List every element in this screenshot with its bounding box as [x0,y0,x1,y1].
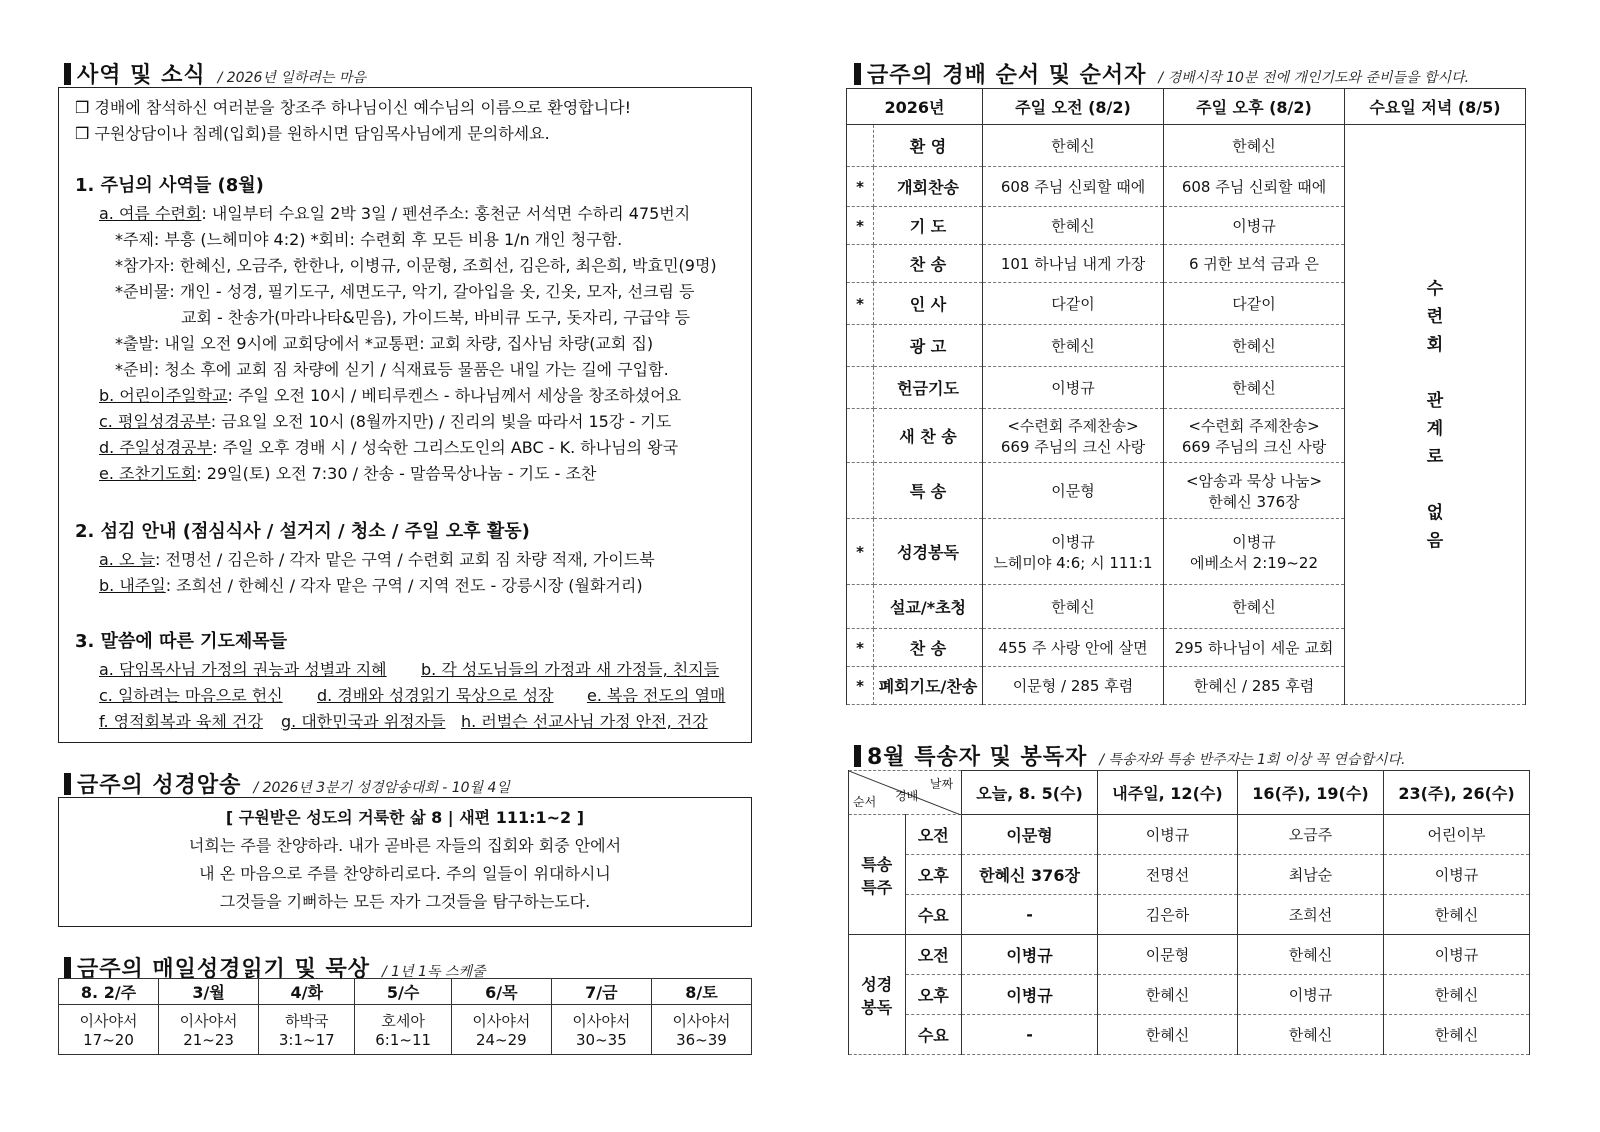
duty-group-label [849,815,906,935]
wednesday-note [1345,125,1526,705]
duty-subtitle: / 특송자와 특송 반주자는 1회 이상 꼭 연습합시다. [1099,752,1406,768]
s1-e [99,464,596,484]
reading-day: 6/목 [451,979,551,1005]
duty-cell: 한혜신 [1383,1015,1529,1055]
prayer-e: e. 복음 전도의 열매 [587,686,726,705]
order-title: 금주의 경배 순서 및 순서자 [867,63,1147,88]
news-title: 사역 및 소식 [77,63,206,88]
corner-order-label: 순서 [853,795,877,809]
s1-b-text: : 주일 오전 10시 / 베티루켄스 - 하나님께서 세상을 창조하셨어요 [227,386,682,405]
s1-b [99,386,681,406]
prayer-c: c. 일하려는 마음으로 헌신 [99,686,283,705]
reading-book: 이사야서 [572,1012,631,1030]
wednesday-note-char: 수 [1426,278,1444,299]
order-pm: 295 하나님이 세운 교회 [1164,629,1345,667]
checkbox-icon: ❒ [75,124,95,143]
order-row [847,125,1526,167]
order-pm: 608 주님 신뢰할 때에 [1164,167,1345,207]
order-am [983,409,1164,463]
corner-date-label: 날짜 [929,777,954,791]
reading-cell [259,1005,355,1055]
duty-cell: 이병규 [962,975,1098,1015]
order-pm: 6 귀한 보석 금과 은 [1164,245,1345,283]
order-label: 폐회기도/찬송 [874,667,983,705]
news-box [58,87,752,743]
reading-cell [551,1005,651,1055]
order-label: 광 고 [874,325,983,367]
memory-line-1: 너희는 주를 찬양하라. 내가 곧바른 자들의 집회와 회중 안에서 [188,836,622,855]
wednesday-note-char: 련 [1426,306,1444,327]
s1-a-prep2: 교회 - 찬송가(마라나타&믿음), 가이드북, 바비큐 도구, 돗자리, 구급약 등 [181,308,691,327]
prayer-f: f. 영적회복과 육체 건강 [99,712,263,731]
consult-text: 구원상담이나 침례(입회)를 원하시면 담임목사님에게 문의하세요. [94,124,550,143]
order-pm: 한혜신 [1164,367,1345,409]
duty-cell: 어린이부 [1383,815,1529,855]
duty-cell: 오금주 [1237,815,1383,855]
order-am: 이병규 [983,367,1164,409]
s2-a [99,550,655,570]
order-header-wednesday: 수요일 저녁 (8/5) [1345,89,1526,125]
prayer-b: b. 각 성도님들의 가정과 새 가정들, 친지들 [421,660,720,679]
duty-slot: 오후 [905,975,962,1015]
s1-a-depart: *출발: 내일 오전 9시에 교회당에서 *교통편: 교회 차량, 집사님 차량(교회 집) [115,334,654,353]
reading-cell [451,1005,551,1055]
order-star: * [847,629,874,667]
order-star [847,463,874,519]
section-bar-icon [64,957,71,979]
reading-book: 하박국 [285,1012,329,1030]
order-label: 인 사 [874,283,983,325]
worship-order-table [846,88,1526,705]
reading-day: 7/금 [551,979,651,1005]
order-pm: 한혜신 [1164,325,1345,367]
duty-group-label [849,935,906,1055]
memory-subtitle: / 2026년 3분기 성경암송대회 - 10월 4일 [253,780,510,796]
section-bar-icon [64,63,71,85]
s1-e-label: e. 조찬기도회 [99,464,197,483]
news-section-title [64,58,366,89]
order-star [847,125,874,167]
order-am: 한혜신 [983,125,1164,167]
s1-a-ready: *준비: 청소 후에 교회 짐 차량에 싣기 / 식재료등 물품은 내일 가는 길에 구입함. [115,360,669,379]
duty-cell: 한혜신 [1097,1015,1237,1055]
duty-table [848,770,1530,1055]
order-star: * [847,519,874,585]
reading-subtitle: / 1년 1독 스케줄 [382,964,486,980]
s1-c-text: : 금요일 오전 10시 (8월까지만) / 진리의 빛을 따라서 15강 - 기도 [210,412,672,431]
prayer-h: h. 러벌슨 선교사님 가정 안전, 건강 [461,712,708,731]
s1-c-label: c. 평일성경공부 [99,412,211,431]
order-pm [1164,519,1345,585]
reading-cell [59,1005,159,1055]
order-am: 이문형 / 285 후렴 [983,667,1164,705]
order-pm-line1: <암송과 묵상 나눔> [1185,471,1323,490]
reading-book: 이사야서 [179,1012,238,1030]
duty-cell: 최남순 [1237,855,1383,895]
duty-cell: 이문형 [1097,935,1237,975]
welcome-text: 경배에 참석하신 여러분을 창조주 하나님이신 예수님의 이름으로 환영합니다! [94,98,632,117]
duty-cell: 김은하 [1097,895,1237,935]
duty-cell: 한혜신 [1383,975,1529,1015]
duty-slot: 오후 [905,855,962,895]
order-am: 한혜신 [983,585,1164,629]
order-label: 성경봉독 [874,519,983,585]
duty-header: 내주일, 12(수) [1097,771,1237,815]
reading-chapter: 17~20 [83,1031,134,1049]
duty-row [849,815,1530,855]
duty-row [849,975,1530,1015]
order-star [847,325,874,367]
order-star [847,245,874,283]
order-am-line2: 느헤미야 4:6; 시 111:1 [993,553,1153,572]
order-label: 찬 송 [874,629,983,667]
wednesday-note-gap [1345,359,1525,387]
order-am: 455 주 사랑 안에 살면 [983,629,1164,667]
s1-a-label: a. 여름 수련회 [99,204,202,223]
reading-book: 이사야서 [672,1012,731,1030]
section-bar-icon [854,63,861,85]
duty-cell: 한혜신 [1383,895,1529,935]
reading-book: 호세아 [381,1012,425,1030]
duty-title: 8월 특송자 및 봉독자 [867,745,1088,770]
reading-day: 5/수 [355,979,451,1005]
order-subtitle: / 경배시작 10분 전에 개인기도와 준비들을 합시다. [1158,70,1470,86]
duty-cell: 이병규 [1237,975,1383,1015]
duty-slot: 수요 [905,895,962,935]
reading-cell [651,1005,751,1055]
reading-chapter: 21~23 [183,1031,234,1049]
reading-chapter: 30~35 [576,1031,627,1049]
duty-cell: 이병규 [1097,815,1237,855]
order-am: 한혜신 [983,325,1164,367]
wednesday-note-char: 관 [1426,390,1444,411]
order-pm: 다같이 [1164,283,1345,325]
reading-chapter: 36~39 [676,1031,727,1049]
order-header-sunday-am: 주일 오전 (8/2) [983,89,1164,125]
order-am: 101 하나님 내게 가장 [983,245,1164,283]
s3-title: 3. 말씀에 따른 기도제목들 [75,631,288,652]
order-label: 특 송 [874,463,983,519]
duty-slot: 오전 [905,815,962,855]
duty-group-name: 성경 [861,974,893,994]
s1-a-theme: *주제: 부흥 (느헤미야 4:2) *회비: 수련회 후 모든 비용 1/n 개인 청구함. [115,230,623,249]
wednesday-note-char: 로 [1426,446,1444,467]
duty-cell: - [962,895,1098,935]
reading-cell [159,1005,259,1055]
order-pm: 한혜신 / 285 후렴 [1164,667,1345,705]
order-section-title [854,58,1469,89]
order-pm [1164,409,1345,463]
order-label: 환 영 [874,125,983,167]
order-pm-line1: 이병규 [1232,532,1276,551]
order-star: * [847,167,874,207]
prayer-g: g. 대한민국과 위정자들 [281,712,446,731]
prayer-a: a. 담임목사님 가정의 권능과 성별과 지혜 [99,660,387,679]
checkbox-icon: ❒ [75,98,95,117]
wednesday-note-char: 음 [1426,530,1444,551]
duty-cell: 이문형 [962,815,1098,855]
order-pm-line1: <수련회 주제찬송> [1188,416,1320,435]
s2-b-text: : 조희선 / 한혜신 / 각자 맡은 구역 / 지역 전도 - 강릉시장 (월화거리) [165,576,643,595]
duty-slot: 수요 [905,1015,962,1055]
order-am: 한혜신 [983,207,1164,245]
reading-cell [355,1005,451,1055]
reading-chapter: 3:1~17 [278,1031,335,1049]
memory-line-2: 내 온 마음으로 주를 찬양하리로다. 주의 일들이 위대하시니 [199,864,611,883]
duty-cell: 이병규 [1383,855,1529,895]
duty-cell: - [962,1015,1098,1055]
order-header-sunday-pm: 주일 오후 (8/2) [1164,89,1345,125]
duty-cell: 조희선 [1237,895,1383,935]
order-star [847,367,874,409]
memory-box [58,797,752,927]
reading-day: 3/월 [159,979,259,1005]
order-star: * [847,667,874,705]
duty-slot: 오전 [905,935,962,975]
s2-b [99,576,643,596]
order-pm-line2: 669 주님의 크신 사랑 [1181,437,1327,456]
order-pm: 한혜신 [1164,125,1345,167]
duty-cell: 이병규 [962,935,1098,975]
reading-book: 이사야서 [472,1012,531,1030]
order-am-line2: 669 주님의 크신 사랑 [1000,437,1146,456]
order-pm-line2: 한혜신 376장 [1208,492,1300,511]
duty-cell: 이병규 [1383,935,1529,975]
news-subtitle: / 2026년 일하려는 마음 [217,70,366,86]
duty-cell: 한혜신 [1237,935,1383,975]
s1-a-people: *참가자: 한혜신, 오금주, 한한나, 이병규, 이문형, 조희선, 김은하, 최은희, 박효민(9명) [115,256,717,275]
memory-title: 금주의 성경암송 [77,773,242,798]
order-star: * [847,283,874,325]
reading-title: 금주의 매일성경읽기 및 묵상 [77,957,371,982]
order-header-year: 2026년 [847,89,983,125]
duty-cell: 한혜신 376장 [962,855,1098,895]
corner-worship-label: 경배 [895,789,919,803]
order-pm-line2: 에베소서 2:19~22 [1189,553,1319,572]
s1-a-prep1: *준비물: 개인 - 성경, 필기도구, 세면도구, 악기, 갈아입을 옷, 긴옷, 모자, 선크림 등 [115,282,695,301]
order-label: 설교/*초청 [874,585,983,629]
order-am: 다같이 [983,283,1164,325]
duty-row [849,855,1530,895]
s1-a [99,204,690,224]
order-label: 찬 송 [874,245,983,283]
s2-title: 2. 섬김 안내 (점심식사 / 설거지 / 청소 / 주일 오후 활동) [75,521,530,542]
duty-group-name: 특송 [861,854,893,874]
s2-a-text: : 전명선 / 김은하 / 각자 맡은 구역 / 수련회 교회 짐 차량 적재, 가이드북 [154,550,655,569]
reading-chapter: 24~29 [475,1031,527,1049]
order-star [847,585,874,629]
section-bar-icon [64,773,71,795]
duty-cell: 한혜신 [1097,975,1237,1015]
reading-day: 4/화 [259,979,355,1005]
section-bar-icon [854,745,861,767]
order-am [983,519,1164,585]
wednesday-note-char: 계 [1426,418,1444,439]
s1-d-label: d. 주일성경공부 [99,438,213,457]
s1-d-text: : 주일 오후 경배 시 / 성숙한 그리스도인의 ABC - K. 하나님의 왕국 [212,438,679,457]
order-label: 기 도 [874,207,983,245]
duty-corner [849,771,962,815]
duty-header: 23(주), 26(수) [1383,771,1529,815]
order-label: 개회찬송 [874,167,983,207]
order-am-line1: <수련회 주제찬송> [1007,416,1139,435]
duty-group-name: 특주 [861,877,893,897]
order-label: 새 찬 송 [874,409,983,463]
s1-c [99,412,671,432]
wednesday-note-gap [1345,471,1525,499]
s1-title: 1. 주님의 사역들 (8월) [75,175,264,196]
reading-day: 8/토 [651,979,751,1005]
duty-group-name: 봉독 [861,997,893,1017]
reading-book: 이사야서 [79,1012,138,1030]
reading-day: 8. 2/주 [59,979,159,1005]
consult-line [75,124,550,144]
duty-row [849,1015,1530,1055]
reading-chapter: 6:1~11 [375,1031,432,1049]
order-am: 이문형 [983,463,1164,519]
duty-header: 오늘, 8. 5(수) [962,771,1098,815]
wednesday-note-char: 회 [1426,334,1444,355]
order-star [847,409,874,463]
duty-cell: 전명선 [1097,855,1237,895]
s2-a-label: a. 오 늘 [99,550,155,569]
order-am: 608 주님 신뢰할 때에 [983,167,1164,207]
s1-a-text: : 내일부터 수요일 2박 3일 / 펜션주소: 홍천군 서석면 수하리 475번지 [201,204,691,223]
wednesday-note-char: 없 [1426,502,1444,523]
memory-head: [ 구원받은 성도의 거룩한 삶 8 | 새편 111:1~2 ] [225,808,585,827]
duty-section-title [854,740,1406,771]
memory-line-3: 그것들을 기뻐하는 모든 자가 그것들을 탐구하는도다. [219,892,591,911]
s1-b-label: b. 어린이주일학교 [99,386,228,405]
prayer-d: d. 경배와 성경읽기 묵상으로 성장 [317,686,554,705]
duty-row [849,935,1530,975]
welcome-line [75,98,631,118]
memory-section-title [64,768,510,799]
s2-b-label: b. 내주일 [99,576,166,595]
duty-header: 16(주), 19(수) [1237,771,1383,815]
duty-row [849,895,1530,935]
order-am-line1: 이병규 [1051,532,1095,551]
s1-e-text: : 29일(토) 오전 7:30 / 찬송 - 말씀묵상나눔 - 기도 - 조찬 [196,464,597,483]
duty-cell: 한혜신 [1237,1015,1383,1055]
order-pm: 이병규 [1164,207,1345,245]
order-label: 헌금기도 [874,367,983,409]
order-pm: 한혜신 [1164,585,1345,629]
reading-table [58,978,752,1055]
s1-d [99,438,678,458]
order-pm [1164,463,1345,519]
order-star: * [847,207,874,245]
